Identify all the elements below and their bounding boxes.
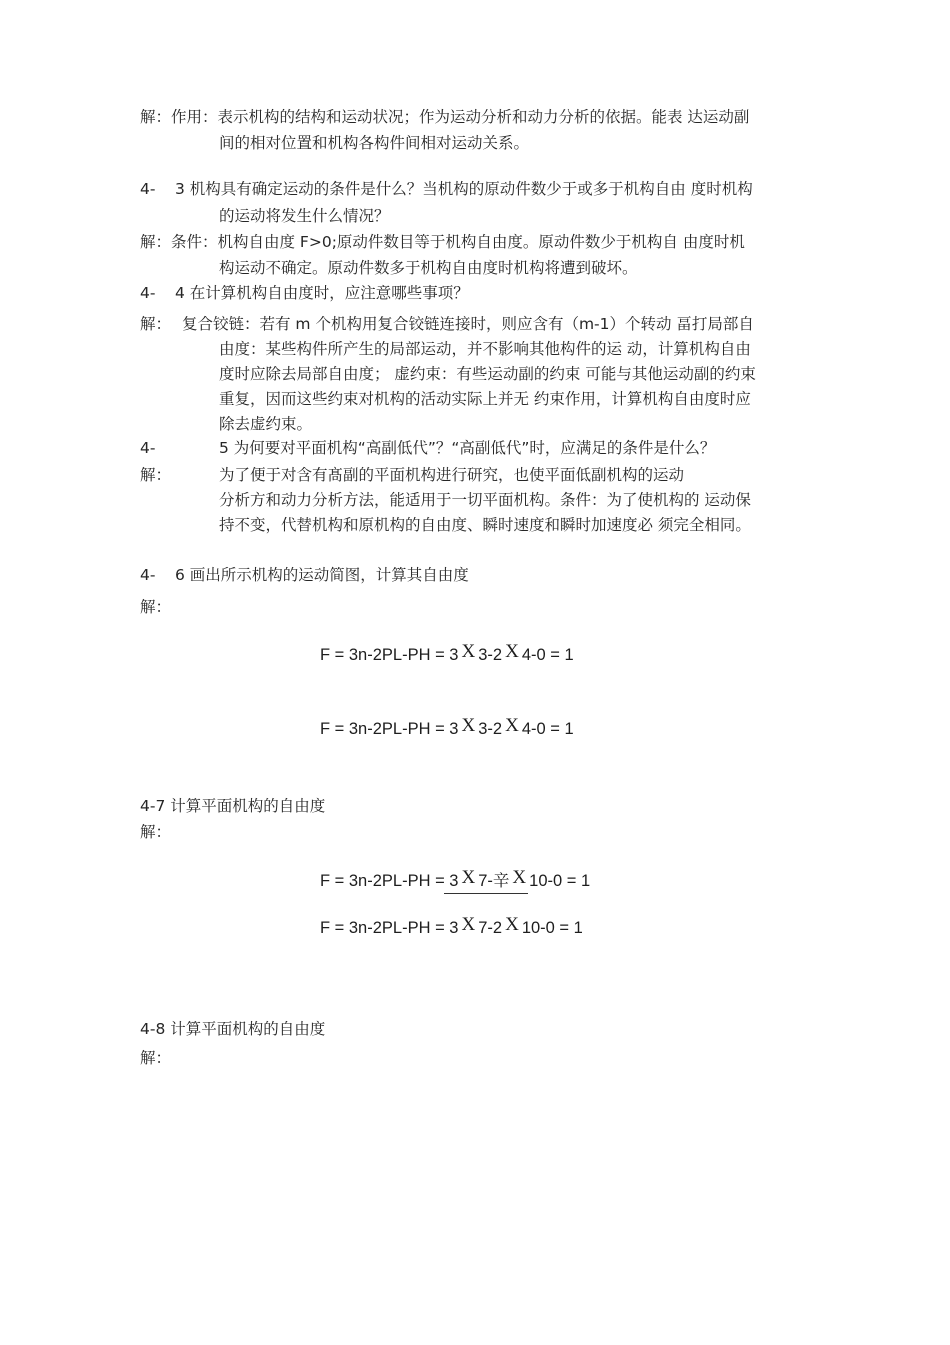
q5-answer-line-3: 持不变，代替机构和原机构的自由度、瞬时速度和瞬时加速度必 须完全相同。 bbox=[219, 516, 751, 534]
q4-number: 4- bbox=[140, 284, 156, 302]
q3-question-line-2: 的运动将发生什么情况？ bbox=[219, 207, 390, 225]
q2-answer-line-2: 间的相对位置和机构各构件间相对运动关系。 bbox=[219, 134, 530, 152]
times-sign: X bbox=[505, 914, 519, 935]
times-sign: X bbox=[461, 867, 476, 888]
times-sign: X bbox=[461, 641, 476, 662]
equation-underline bbox=[444, 893, 528, 894]
q4-answer-line-5: 除去虚约束。 bbox=[219, 415, 313, 433]
q5-answer-line-1: 为了便于对含有髙副的平面机构进行研究，也使平面低副机构的运动 bbox=[219, 466, 685, 484]
q6-equation-1 bbox=[320, 641, 574, 666]
q5-answer-label: 解： bbox=[140, 466, 172, 484]
q7-answer-label: 解： bbox=[140, 823, 172, 841]
q4-question: 4 在计算机构自由度时，应注意哪些事项？ bbox=[175, 284, 469, 302]
eq-part: 4-0 = 1 bbox=[521, 646, 574, 664]
eq-part: 7-2 bbox=[478, 919, 503, 937]
q4-answer-label: 解： bbox=[140, 315, 172, 333]
eq-part: F = 3n-2PL-PH = 3 bbox=[320, 872, 459, 890]
q8-answer-label: 解： bbox=[140, 1049, 172, 1067]
q4-answer-line-3: 度时应除去局部自由度； 虚约束：有些运动副的约束 可能与其他运动副的约束 bbox=[219, 365, 756, 383]
times-sign: X bbox=[505, 715, 519, 736]
eq-part: 7-辛 bbox=[478, 872, 510, 890]
eq-part: 3-2 bbox=[478, 720, 503, 738]
eq-part: F = 3n-2PL-PH = 3 bbox=[320, 720, 459, 738]
eq-part: F = 3n-2PL-PH = 3 bbox=[320, 919, 459, 937]
eq-part: 10-0 = 1 bbox=[521, 919, 583, 937]
times-sign: X bbox=[505, 641, 519, 662]
q8-title: 4-8 计算平面机构的自由度 bbox=[140, 1020, 326, 1038]
eq-part: 4-0 = 1 bbox=[521, 720, 574, 738]
q7-equation-2 bbox=[320, 914, 583, 939]
eq-part: F = 3n-2PL-PH = 3 bbox=[320, 646, 459, 664]
times-sign: X bbox=[461, 715, 476, 736]
q5-answer-line-2: 分析方和动力分析方法，能适用于一切平面机构。条件：为了使机构的 运动保 bbox=[219, 491, 751, 509]
q6-number: 4- bbox=[140, 566, 156, 584]
q5-number: 4- bbox=[140, 439, 156, 457]
q6-question: 6 画出所示机构的运动简图，计算其自由度 bbox=[175, 566, 469, 584]
q3-answer-line-2: 构运动不确定。原动件数多于机构自由度时机构将遭到破坏。 bbox=[219, 259, 638, 277]
q3-number: 4- bbox=[140, 180, 156, 198]
eq-part: 3-2 bbox=[478, 646, 503, 664]
q7-title: 4-7 计算平面机构的自由度 bbox=[140, 797, 326, 815]
q6-equation-2 bbox=[320, 715, 574, 740]
q4-answer-line-1: 复合铰链：若有 m 个机构用复合铰链连接时，则应含有（m-1）个转动 畐打局部自 bbox=[182, 315, 754, 333]
q6-answer-label: 解： bbox=[140, 598, 172, 616]
q4-answer-line-2: 由度：某些构件所产生的局部运动，并不影响其他构件的运 动，计算机构自由 bbox=[219, 340, 751, 358]
q2-answer-line-1: 解：作用：表示机构的结构和运动状况；作为运动分析和动力分析的依据。能表 达运动副 bbox=[140, 108, 750, 126]
times-sign: X bbox=[512, 867, 527, 888]
q4-answer-line-4: 重复，因而这些约束对机构的活动实际上并无 约束作用，计算机构自由度时应 bbox=[219, 390, 751, 408]
eq-part: 10-0 = 1 bbox=[529, 872, 591, 890]
q3-answer-line-1: 解：条件：机构自由度 F>0;原动件数目等于机构自由度。原动件数少于机构自 由度时机 bbox=[140, 233, 745, 251]
q7-equation-1 bbox=[320, 867, 591, 892]
times-sign: X bbox=[461, 914, 476, 935]
q5-question: 5 为何要对平面机构“高副低代”？“高副低代”时，应满足的条件是什么？ bbox=[219, 439, 716, 457]
q3-question-line-1: 3 机构具有确定运动的条件是什么？当机构的原动件数少于或多于机构自由 度时机构 bbox=[175, 180, 753, 198]
